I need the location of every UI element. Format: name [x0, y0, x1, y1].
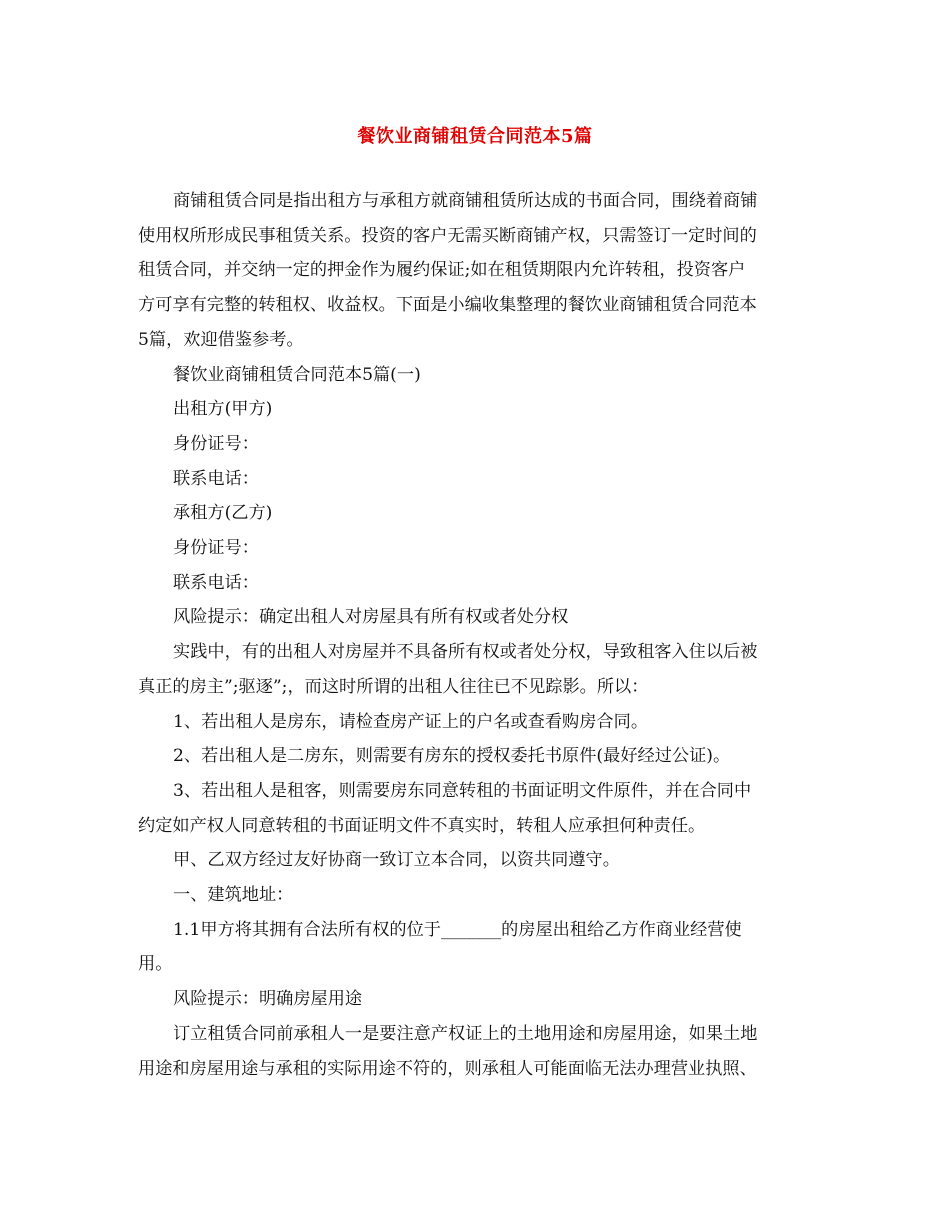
text-line: 1.1甲方将其拥有合法所有权的位于_______的房屋出租给乙方作商业经营使	[173, 919, 742, 940]
document-title: 餐饮业商铺租赁合同范本5篇	[357, 126, 593, 147]
text-line: 联系电话：	[173, 572, 259, 593]
text-line: 身份证号：	[173, 538, 259, 559]
text-line: 方可享有完整的转租权、收益权。下面是小编收集整理的餐饮业商铺租赁合同范本	[138, 295, 757, 316]
text-line: 约定如产权人同意转租的书面证明文件不真实时，转租人应承担何种责任。	[138, 815, 706, 836]
text-line: 一、建筑地址：	[173, 885, 294, 906]
text-line: 使用权所形成民事租赁关系。投资的客户无需买断商铺产权，只需签订一定时间的	[138, 225, 757, 246]
text-line: 用。	[138, 954, 173, 975]
document-body	[138, 184, 814, 1086]
text-line: 5篇，欢迎借鉴参考。	[138, 329, 304, 350]
text-line: 出租方(甲方)	[173, 399, 273, 420]
text-line: 实践中，有的出租人对房屋并不具备所有权或者处分权，导致租客入住以后被	[173, 642, 758, 663]
text-line: 联系电话：	[173, 468, 259, 489]
text-line: 商铺租赁合同是指出租方与承租方就商铺租赁所达成的书面合同，围绕着商铺	[173, 191, 758, 211]
text-line: 餐饮业商铺租赁合同范本5篇(一)	[173, 364, 421, 385]
text-line: 3、若出租人是租客，则需要房东同意转租的书面证明文件原件，并在合同中	[173, 780, 752, 801]
text-line: 1、若出租人是房东，请检查房产证上的户名或查看购房合同。	[173, 711, 649, 732]
text-line: 租赁合同，并交纳一定的押金作为履约保证;如在租赁期限内允许转租，投资客户	[138, 260, 746, 281]
text-line: 身份证号：	[173, 433, 259, 454]
text-line: 2、若出租人是二房东，则需要有房东的授权委托书原件(最好经过公证)。	[173, 746, 731, 767]
text-line: 风险提示：明确房屋用途	[173, 989, 363, 1010]
text-line: 风险提示：确定出租人对房屋具有所有权或者处分权	[173, 607, 569, 628]
text-line: 订立租赁合同前承租人一是要注意产权证上的土地用途和房屋用途，如果土地	[173, 1023, 758, 1044]
text-line: 真正的房主”;驱逐”;，而这时所谓的出租人往往已不见踪影。所以：	[138, 676, 649, 697]
text-line: 甲、乙双方经过友好协商一致订立本合同，以资共同遵守。	[173, 850, 620, 871]
text-line: 用途和房屋用途与承租的实际用途不符的，则承租人可能面临无法办理营业执照、	[138, 1058, 757, 1079]
text-line: 承租方(乙方)	[173, 503, 273, 524]
